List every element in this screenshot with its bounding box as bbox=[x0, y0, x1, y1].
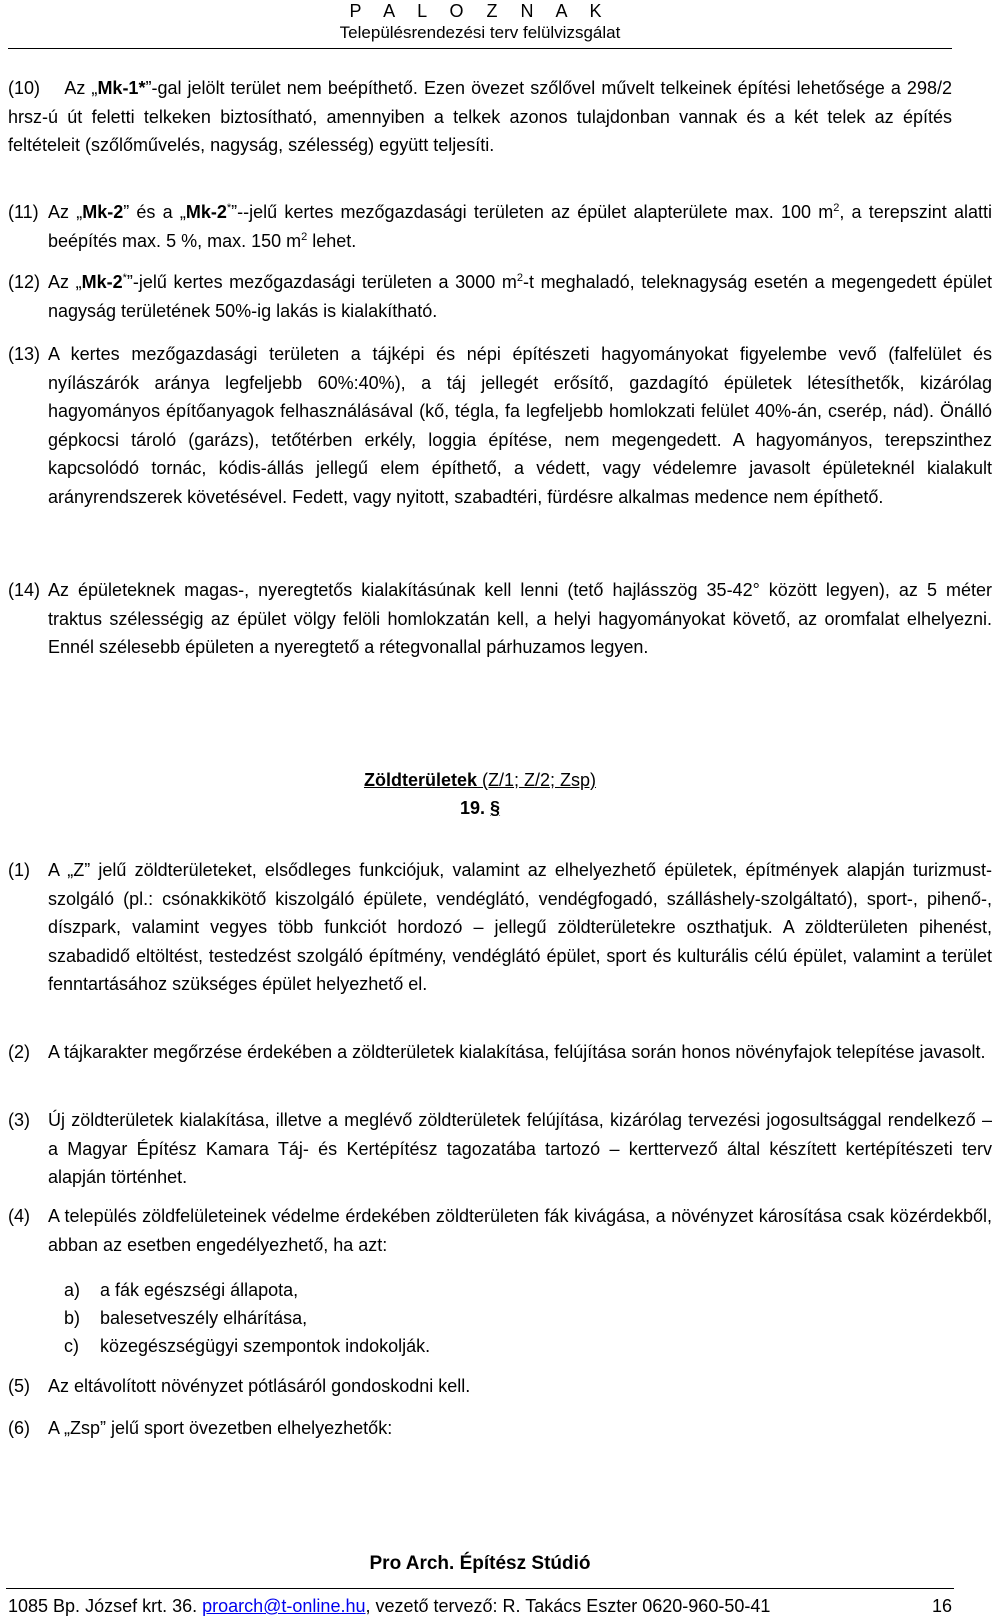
footer-email-link[interactable]: proarch@t-online.hu bbox=[202, 1596, 366, 1616]
superscript: * bbox=[226, 202, 232, 214]
text-fragment: -t meghaladó, teleknagyság esetén a megengedett épület nagyság területének 50%-ig lakás is kialakítható. bbox=[48, 272, 992, 321]
page-footer bbox=[0, 1552, 960, 1616]
item-5-text: Az eltávolított növényzet pótlásáról gondoskodni kell. bbox=[48, 1376, 471, 1396]
paragraph-13 bbox=[8, 340, 992, 511]
section-number-line bbox=[0, 794, 960, 822]
item-4-number: (4) bbox=[8, 1206, 30, 1226]
text-fragment: , a terepszint alatti beépítés max. 5 %, max. 150 m bbox=[48, 202, 992, 251]
text-fragment: Az „ bbox=[48, 272, 82, 292]
section-title-bold: Zöldterületek bbox=[363, 770, 477, 790]
list-item bbox=[64, 1304, 307, 1332]
zone-code: Mk-2 bbox=[82, 202, 124, 222]
list-item-letter: b) bbox=[64, 1308, 81, 1328]
footer-rest: , vezető tervező: R. Takács Eszter 0620-960-50-41 bbox=[365, 1596, 771, 1616]
header-subtitle: Településrendezési terv felülvizsgálat bbox=[339, 23, 621, 42]
section-title-rest: (Z/1; Z/2; Zsp) bbox=[477, 770, 597, 790]
superscript: 2 bbox=[833, 202, 840, 214]
superscript: 2 bbox=[301, 230, 308, 243]
item-1-text: A „Z” jelű zöldterületeket, elsődleges funkciójuk, valamint az elhelyezhető épületek, építmények alapján turizmust-szolgáló (pl.: csónakkikötő kiszolgáló épülete, vendéglátó, vendégfogadó, szálláshely-szolgáltató), sport-, pihenő-, díszpark, valamint vegyes több funkciót hordozó – jellegű zöldterületekre oszthatjuk. A zöldterületen pihenést, szabadidő eltöltést, testedzést szolgáló építmény, vendéglátó épület, sport és kulturális célú épület, valamint a terület fenntartásához szükséges épület helyezhető el. bbox=[48, 860, 992, 994]
paragraph-14-text: Az épületeknek magas-, nyeregtetős kialakításúnak kell lenni (tető hajlásszög 35-42° között legyen), az 5 méter traktus szélességig az épület völgy felöli homlokzatán kell, a helyi hagyományokat követő, az oromfalat elhelyezni. Ennél szélesebb épületen a nyeregtető a rétegvonallal párhuzamos legyen. bbox=[48, 580, 992, 657]
item-3-text: Új zöldterületek kialakítása, illetve a meglévő zöldterületek felújítása, kizárólag tervezési jogosultsággal rendelkező – a Magyar Építész Kamara Táj- és Kertépítész tagozatába tartozó – kerttervező által készített kertépítészeti terv alapján történhet. bbox=[48, 1110, 992, 1187]
page-number: 16 bbox=[931, 1596, 952, 1616]
item-6-text: A „Zsp” jelű sport övezetben elhelyezhetők: bbox=[48, 1418, 393, 1438]
item-1-number: (1) bbox=[8, 860, 30, 880]
zone-code: Mk-2 bbox=[81, 272, 123, 292]
text-fragment: ”-gal jelölt terület nem beépíthető. Ezen övezet szőlővel művelt telkeinek építési lehetősége a 298/2 hrsz-ú út feletti telkeken biztosítható, amennyiben a telkek azonos tulajdonban vannak és a két telek az építés feltételeit (szőlőművelés, nagyság, szélesség) együtt teljesíti. bbox=[8, 78, 952, 155]
section-19-item-1 bbox=[8, 856, 992, 999]
footer-studio: Pro Arch. Építész Stúdió bbox=[369, 1553, 591, 1574]
list-item-letter: a) bbox=[64, 1280, 81, 1300]
superscript: 2 bbox=[516, 272, 523, 284]
paragraph-12 bbox=[8, 268, 992, 325]
list-item bbox=[64, 1332, 430, 1360]
item-2-text: A tájkarakter megőrzése érdekében a zöldterületek kialakítása, felújítása során honos növényfajok telepítése javasolt. bbox=[48, 1042, 986, 1062]
paragraph-11-text bbox=[48, 198, 992, 255]
paragraph-10 bbox=[8, 74, 952, 160]
section-sign: § bbox=[490, 798, 501, 818]
paragraph-12-text bbox=[48, 268, 992, 325]
footer-divider bbox=[6, 1588, 954, 1589]
zone-code: Mk-1* bbox=[97, 78, 146, 98]
section-number: 19. bbox=[459, 798, 485, 818]
text-fragment: ” és a „ bbox=[123, 202, 186, 222]
superscript: * bbox=[122, 272, 127, 284]
section-19-item-6 bbox=[8, 1414, 992, 1443]
paragraph-10-text bbox=[8, 74, 952, 160]
item-6-number: (6) bbox=[8, 1418, 30, 1438]
item-4-text: A település zöldfelületeinek védelme érdekében zöldterületen fák kivágása, a növényzet károsítása csak közérdekből, abban az esetben engedélyezhető, ha azt: bbox=[48, 1206, 992, 1255]
text-fragment: ”--jelű kertes mezőgazdasági területen az épület alapterülete max. 100 m bbox=[231, 202, 834, 222]
list-item bbox=[64, 1276, 298, 1304]
text-fragment: Az „ bbox=[64, 78, 98, 98]
paragraph-13-text: A kertes mezőgazdasági területen a tájképi és népi építészeti hagyományokat figyelembe vevő (falfelület és nyílászárók aránya legfeljebb 60%:40%), a táj jellegét erősítő, gazdagító épületek létesíthetők, kizárólag hagyományos építőanyagok felhasználásával (kő, tégla, fa legfeljebb homlokzati felület 40%-án, cserép, nád). Önálló gépkocsi tároló (garázs), tetőtérben erkély, loggia építése, nem megengedett. A hagyományos, terepszinthez kapcsolódó tornác, kódis-állás jellegű elem építhető, a védett, vagy védelemre javasolt épületeknél kialakult arányrendszerek követésével. Fedett, vagy nyitott, szabadtéri, fürdésre alkalmas medence nem építhető. bbox=[48, 344, 992, 507]
list-item-text: a fák egészségi állapota, bbox=[100, 1280, 299, 1300]
header-divider bbox=[8, 48, 952, 49]
footer-contact bbox=[8, 1594, 952, 1618]
paragraph-12-number: (12) bbox=[8, 272, 41, 292]
paragraph-14-number: (14) bbox=[8, 580, 41, 600]
text-fragment: ”-jelű kertes mezőgazdasági területen a 3000 m bbox=[126, 272, 517, 292]
section-19-item-3 bbox=[8, 1106, 992, 1192]
section-19-item-2 bbox=[8, 1038, 992, 1067]
paragraph-11-number: (11) bbox=[8, 202, 39, 222]
item-5-number: (5) bbox=[8, 1376, 30, 1396]
text-fragment: Az „ bbox=[48, 202, 83, 222]
paragraph-14 bbox=[8, 576, 992, 662]
section-19-item-5 bbox=[8, 1372, 992, 1401]
list-item-text: balesetveszély elhárítása, bbox=[100, 1308, 308, 1328]
paragraph-10-number: (10) bbox=[8, 78, 41, 98]
paragraph-13-number: (13) bbox=[8, 344, 41, 364]
zone-code: Mk-2 bbox=[185, 202, 227, 222]
list-item-text: közegészségügyi szempontok indokolják. bbox=[100, 1336, 431, 1356]
text-fragment: lehet. bbox=[307, 230, 357, 251]
item-2-number: (2) bbox=[8, 1042, 30, 1062]
section-heading bbox=[0, 766, 960, 822]
section-19-item-4 bbox=[8, 1202, 992, 1259]
footer-address: 1085 Bp. József krt. 36. bbox=[8, 1596, 203, 1616]
page-header bbox=[0, 0, 960, 44]
section-title bbox=[0, 766, 960, 794]
paragraph-11 bbox=[8, 198, 992, 255]
header-title: P A L O Z N A K bbox=[349, 1, 611, 21]
item-3-number: (3) bbox=[8, 1110, 30, 1130]
list-item-letter: c) bbox=[64, 1336, 79, 1356]
